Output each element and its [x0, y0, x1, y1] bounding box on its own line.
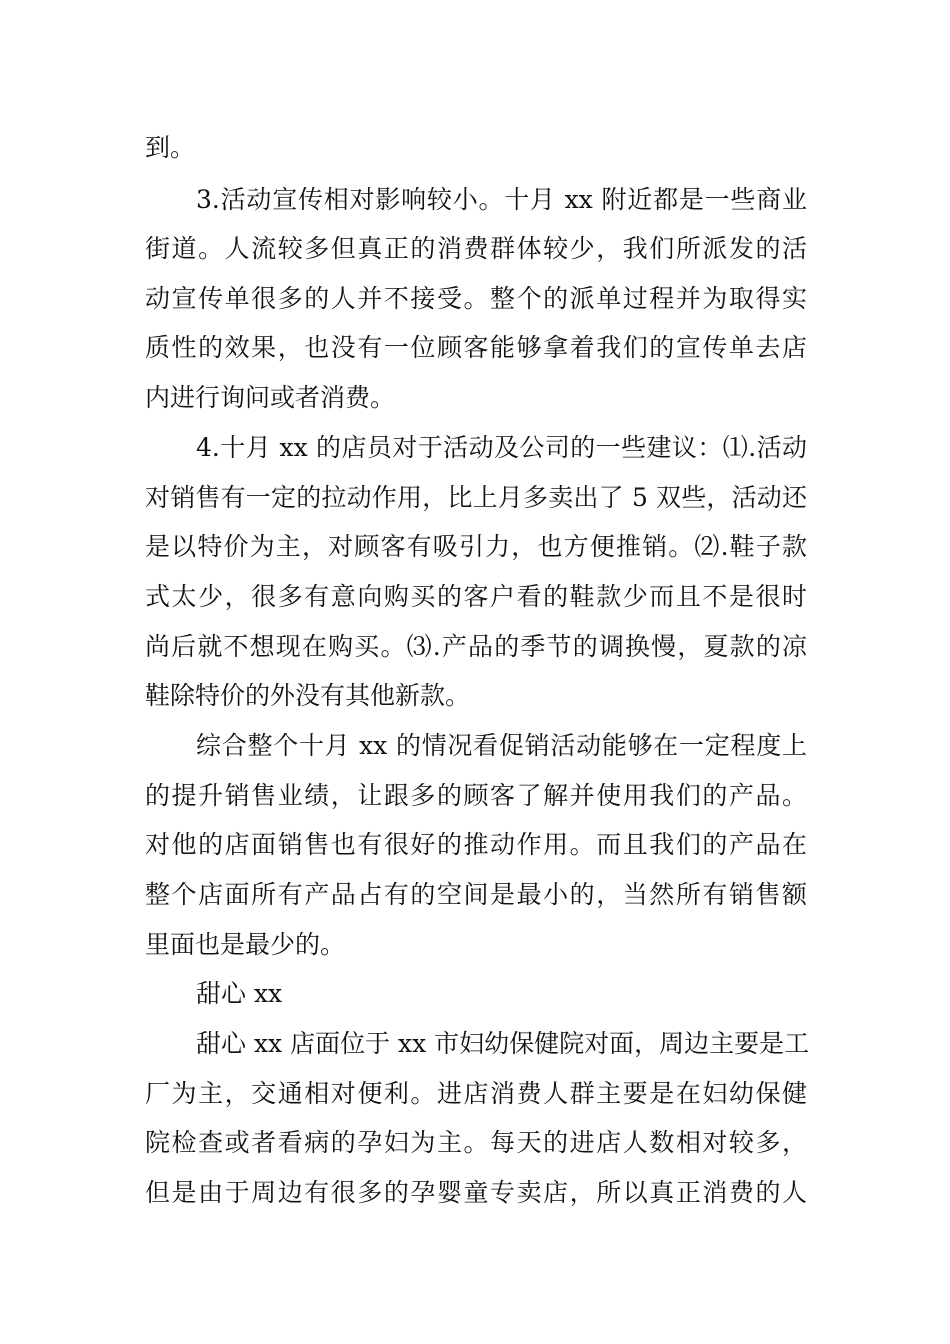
text-line: 鞋除特价的外没有其他新款。	[145, 681, 471, 710]
text-line: 是以特价为主，对顾客有吸引力，也方便推销。⑵.鞋子款	[145, 532, 807, 561]
text-line: 但是由于周边有很多的孕婴童专卖店，所以真正消费的人	[145, 1178, 807, 1207]
section-heading: 甜心 xx	[196, 979, 283, 1008]
text-line: 的提升销售业绩，让跟多的顾客了解并使用我们的产品。	[145, 781, 807, 810]
text-line: 式太少，很多有意向购买的客户看的鞋款少而且不是很时	[145, 582, 807, 611]
text-line: 甜心 xx 店面位于 xx 市妇幼保健院对面，周边主要是工	[196, 1029, 810, 1058]
text-line: 4.十月 xx 的店员对于活动及公司的一些建议：⑴.活动	[196, 433, 807, 462]
text-line: 质性的效果，也没有一位顾客能够拿着我们的宣传单去店	[145, 333, 807, 362]
text-line: 院检查或者看病的孕妇为主。每天的进店人数相对较多，	[145, 1128, 807, 1157]
text-line: 厂为主，交通相对便利。进店消费人群主要是在妇幼保健	[145, 1079, 807, 1108]
text-line: 到。	[145, 133, 196, 162]
text-line: 内进行询问或者消费。	[145, 383, 396, 412]
text-line: 里面也是最少的。	[145, 930, 346, 959]
text-line: 对他的店面销售也有很好的推动作用。而且我们的产品在	[145, 830, 807, 859]
text-line: 综合整个十月 xx 的情况看促销活动能够在一定程度上	[196, 731, 807, 760]
text-line: 尚后就不想现在购买。⑶.产品的季节的调换慢，夏款的凉	[145, 632, 807, 661]
text-line: 动宣传单很多的人并不接受。整个的派单过程并为取得实	[145, 284, 807, 313]
text-line: 3.活动宣传相对影响较小。十月 xx 附近都是一些商业	[196, 185, 807, 214]
text-line: 街道。人流较多但真正的消费群体较少，我们所派发的活	[145, 234, 807, 263]
text-line: 整个店面所有产品占有的空间是最小的，当然所有销售额	[145, 880, 807, 909]
text-line: 对销售有一定的拉动作用，比上月多卖出了 5 双些，活动还	[145, 483, 807, 512]
